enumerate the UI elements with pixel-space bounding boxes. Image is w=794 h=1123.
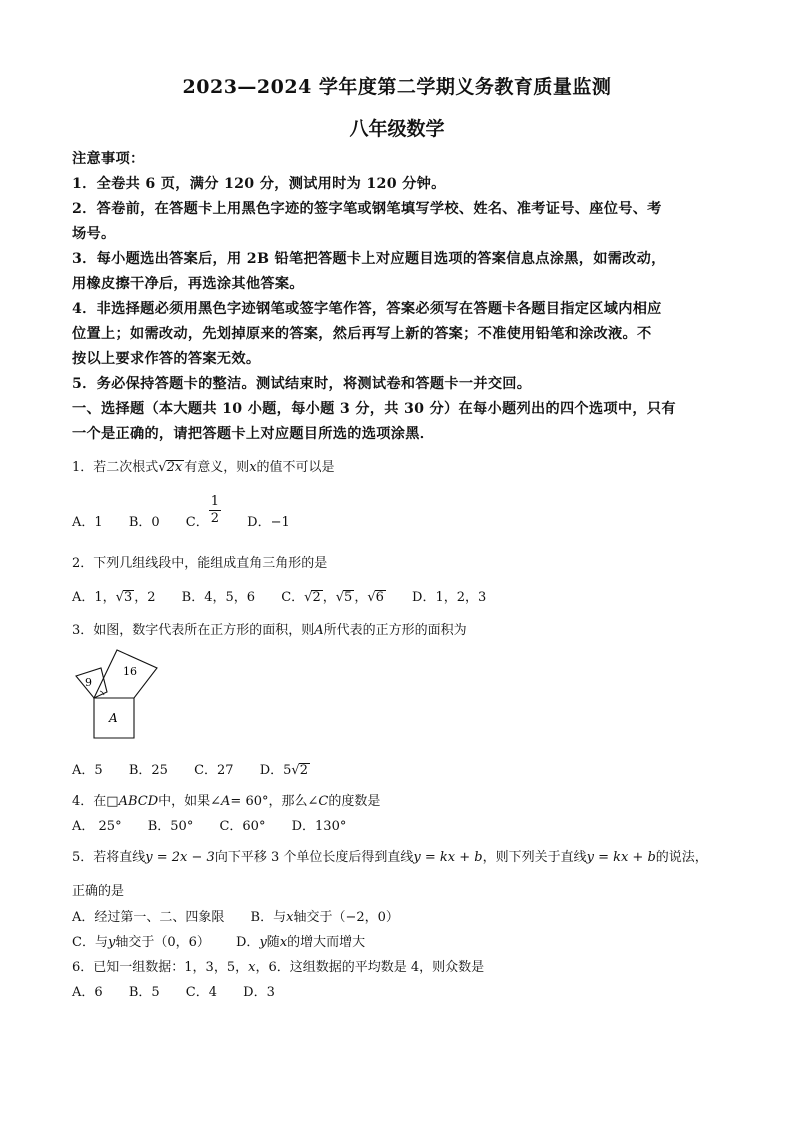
question-text: = 60°，那么∠ (230, 794, 319, 809)
notice-item: 用橡皮擦干净后，再选涂其他答案。 (72, 276, 304, 292)
option-a[interactable]: A．经过第一、二、四象限 (72, 910, 225, 925)
question-text: 所代表的正方形的面积为 (323, 623, 467, 638)
option-text: 的增大而增大 (287, 935, 366, 950)
notice-item: 场号。 (72, 226, 116, 242)
option-b[interactable]: B．5 (128, 985, 160, 1000)
square-large-label: 16 (123, 665, 137, 678)
question-text: 向下平移 3 个单位长度后得到直线 (214, 850, 414, 865)
question-4-options (72, 815, 346, 834)
option-label: D．5 (259, 763, 292, 778)
notice-item: 按以上要求作答的答案无效。 (72, 351, 261, 367)
separator: ， (322, 590, 336, 605)
math-var: A (314, 623, 324, 638)
question-text: 有意义，则 (184, 460, 250, 475)
option-b[interactable]: B．4，5，6 (181, 590, 256, 605)
question-text: 的度数是 (328, 794, 381, 809)
question-5-options-row1 (72, 906, 399, 925)
radical: 2 (299, 763, 308, 778)
option-text: 轴交于（−2，0） (293, 910, 399, 925)
notice-item: 4．非选择题必须用黑色字迹钢笔或签字笔作答，答案必须写在答题卡各题目指定区域内相应 (72, 301, 662, 317)
radical: 5 (344, 590, 353, 605)
option-a[interactable]: A．1 (72, 514, 103, 530)
math-var: x (249, 460, 257, 475)
math-expr: y = kx + b (413, 850, 483, 865)
radical: 2 (312, 590, 321, 605)
question-text: 的说法， (655, 850, 708, 865)
section-heading-cont: 一个是正确的，请把答题卡上对应题目所选的选项涂黑． (72, 426, 435, 442)
question-6-stem (72, 956, 484, 975)
question-text: 中，如果∠ (158, 794, 222, 809)
question-text: ，则下列关于直线 (482, 850, 587, 865)
question-6-options (72, 981, 275, 1000)
option-c[interactable]: C．√2 ，√5 ，√6 (281, 590, 384, 605)
math-var: y (259, 935, 267, 950)
math-var: x (279, 935, 288, 950)
question-text: 3．如图，数字代表所在正方形的面积，则 (72, 623, 315, 638)
question-text: 4．在 (72, 794, 107, 809)
option-d[interactable] (236, 931, 365, 950)
square-small-label: 9 (85, 676, 92, 689)
notice-item: 5．务必保持答题卡的整洁。测试结束时，将测试卷和答题卡一并交回。 (72, 376, 532, 392)
page-title: 2023—2024 学年度第二学期义务教育质量监测 (182, 76, 612, 98)
question-2-stem: 2．下列几组线段中，能组成直角三角形的是 (72, 556, 328, 571)
question-1-options (72, 494, 290, 530)
option-c[interactable]: C．60° (219, 819, 266, 834)
question-3-stem (72, 619, 467, 638)
option-c[interactable] (72, 931, 210, 950)
math-var: x (286, 910, 294, 925)
page-subtitle: 八年级数学 (349, 118, 445, 140)
math-var: A (221, 794, 231, 809)
radical: 6 (375, 590, 384, 605)
question-2-options (72, 586, 486, 605)
question-text: 的值不可以是 (256, 460, 335, 475)
option-a[interactable]: A．5 (72, 763, 103, 778)
option-a[interactable]: A．6 (72, 985, 103, 1000)
separator: ， (354, 590, 368, 605)
option-b[interactable]: B．50° (147, 819, 194, 834)
question-text: 5．若将直线 (72, 850, 146, 865)
option-a[interactable]: A．1，√3 ，2 (72, 590, 156, 605)
pythagoras-squares-figure (70, 640, 170, 745)
radical: 2x (166, 460, 183, 475)
radical: 3 (123, 590, 133, 605)
option-d[interactable]: D．5√2 (259, 763, 308, 778)
option-c[interactable]: C．27 (194, 763, 234, 778)
math-expr: □ABCD (106, 794, 159, 809)
fraction (209, 494, 221, 526)
option-d[interactable]: D．130° (291, 819, 347, 834)
question-text: 1．若二次根式 (72, 460, 159, 475)
notice-item: 1．全卷共 6 页，满分 120 分，测试用时为 120 分钟。 (72, 176, 446, 192)
option-b[interactable] (251, 906, 399, 925)
question-1-stem: 1．若二次根式√2x 有意义，则x的值不可以是 (72, 460, 335, 475)
question-4-stem (72, 790, 380, 809)
option-d[interactable]: D．−1 (247, 514, 290, 530)
notice-item: 2．答卷前，在答题卡上用黑色字迹的签字笔或钢笔填写学校、姓名、准考证号、座位号、考 (72, 201, 662, 217)
fraction-den: 2 (210, 510, 220, 526)
question-3-options (72, 759, 310, 778)
option-label: C． (185, 514, 209, 530)
option-label: C． (281, 590, 305, 605)
section-heading: 一、选择题（本大题共 10 小题，每小题 3 分，共 30 分）在每小题列出的四个选项中，只有 (72, 401, 676, 417)
math-expr: y = 2x − 3 (145, 850, 215, 865)
option-label: A．1， (72, 590, 116, 605)
option-b[interactable]: B．0 (128, 514, 160, 530)
option-d[interactable]: D．3 (243, 985, 275, 1000)
option-a[interactable]: A． 25° (72, 819, 122, 834)
option-label: D． (236, 935, 260, 950)
math-var: x (248, 960, 256, 975)
notice-item: 3．每小题选出答案后，用 2B 铅笔把答题卡上对应题目选项的答案信息点涂黑，如需改动， (72, 251, 666, 267)
option-text: ，2 (134, 590, 156, 605)
math-var: C (318, 794, 329, 809)
option-text: 随 (266, 935, 280, 950)
fraction-num: 1 (210, 494, 220, 509)
option-text: 轴交于（0，6） (115, 935, 210, 950)
option-label: C．与 (72, 935, 108, 950)
option-d[interactable]: D．1，2，3 (412, 590, 487, 605)
square-a-label: A (109, 711, 118, 725)
option-c[interactable]: C．4 (185, 985, 217, 1000)
question-5-stem-cont: 正确的是 (72, 884, 125, 899)
question-text: 6．已知一组数据：1，3，5， (72, 960, 249, 975)
notice-item: 位置上；如需改动，先划掉原来的答案，然后再写上新的答案；不准使用铅笔和涂改液。不 (72, 326, 652, 342)
notice-heading: 注意事项： (72, 151, 145, 167)
math-expr: y = kx + b (586, 850, 656, 865)
math-var: y (107, 935, 116, 950)
question-text: ，6．这组数据的平均数是 4，则众数是 (255, 960, 485, 975)
question-5-options-row2 (72, 931, 365, 950)
option-b[interactable]: B．25 (128, 763, 168, 778)
option-c[interactable] (185, 494, 221, 530)
option-label: B．与 (250, 910, 287, 925)
question-5-stem (72, 846, 708, 865)
